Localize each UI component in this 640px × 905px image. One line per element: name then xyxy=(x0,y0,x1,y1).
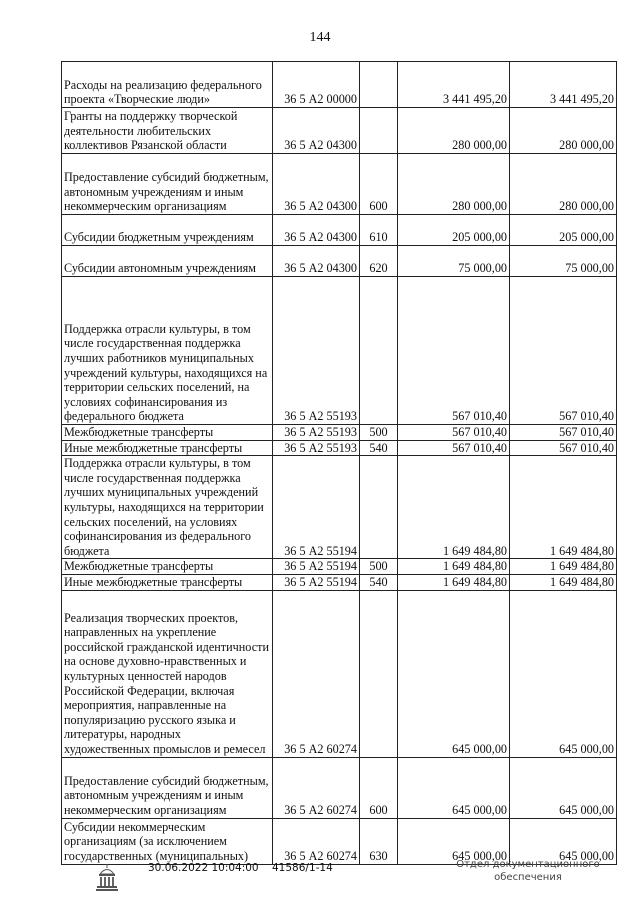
row-kind: 500 xyxy=(360,559,398,575)
row-sum-2: 1 649 484,80 xyxy=(510,456,617,559)
row-sum-2: 567 010,40 xyxy=(510,277,617,425)
row-name: Иные межбюджетные трансферты xyxy=(62,574,273,590)
table-row xyxy=(62,154,617,215)
row-name: Субсидии некоммерческим организациям (за исключением государственных (муниципальных) xyxy=(62,818,273,864)
row-sum-2: 280 000,00 xyxy=(510,154,617,215)
row-code: 36 5 А2 55194 xyxy=(273,456,360,559)
row-name: Субсидии автономным учреждениям xyxy=(62,246,273,277)
row-name: Поддержка отрасли культуры, в том числе государственная поддержка лучших работников муниципальных учреждений культуры, находящихся на территории сельских поселений, на условиях софинансирования из федерального бюджета xyxy=(62,277,273,425)
table-row xyxy=(62,574,617,590)
row-sum-1: 645 000,00 xyxy=(398,757,510,818)
stamp-line-1: Отдел документационного xyxy=(456,859,600,870)
row-code: 36 5 А2 55193 xyxy=(273,440,360,456)
table-row xyxy=(62,277,617,425)
row-kind: 620 xyxy=(360,246,398,277)
building-emblem-icon xyxy=(94,862,120,892)
row-code: 36 5 А2 60274 xyxy=(273,818,360,864)
row-sum-2: 645 000,00 xyxy=(510,757,617,818)
table-row xyxy=(62,215,617,246)
row-code: 36 5 А2 04300 xyxy=(273,215,360,246)
row-sum-1: 205 000,00 xyxy=(398,215,510,246)
table-row xyxy=(62,590,617,757)
row-sum-1: 1 649 484,80 xyxy=(398,559,510,575)
row-name: Поддержка отрасли культуры, в том числе государственная поддержка лучших муниципальных учреждений культуры, находящихся на территории сельских поселений, на условиях софинансирования из федерального бюджета xyxy=(62,456,273,559)
row-sum-1: 3 441 495,20 xyxy=(398,62,510,108)
row-kind xyxy=(360,108,398,154)
row-name: Межбюджетные трансферты xyxy=(62,559,273,575)
table-row xyxy=(62,425,617,441)
row-sum-2: 3 441 495,20 xyxy=(510,62,617,108)
row-sum-1: 567 010,40 xyxy=(398,277,510,425)
footer-registration-number: 41586/1-14 xyxy=(272,862,333,874)
row-sum-1: 645 000,00 xyxy=(398,590,510,757)
table-row xyxy=(62,757,617,818)
row-name: Гранты на поддержку творческой деятельности любительских коллективов Рязанской области xyxy=(62,108,273,154)
row-kind: 540 xyxy=(360,574,398,590)
row-name: Субсидии бюджетным учреждениям xyxy=(62,215,273,246)
row-kind xyxy=(360,62,398,108)
table-row xyxy=(62,456,617,559)
row-code: 36 5 А2 55193 xyxy=(273,425,360,441)
row-sum-1: 1 649 484,80 xyxy=(398,456,510,559)
row-sum-2: 567 010,40 xyxy=(510,440,617,456)
row-name: Реализация творческих проектов, направленных на укрепление российской гражданской идентичности на основе духовно-нравственных и культурных ценностей народов Российской Федерации, включая мероприятия, направленные на популяризацию русского языка и литературы, народных художественных промыслов и ремесел xyxy=(62,590,273,757)
row-sum-1: 1 649 484,80 xyxy=(398,574,510,590)
row-code: 36 5 А2 55194 xyxy=(273,559,360,575)
row-kind xyxy=(360,277,398,425)
row-sum-1: 280 000,00 xyxy=(398,154,510,215)
row-sum-1: 567 010,40 xyxy=(398,425,510,441)
row-name: Межбюджетные трансферты xyxy=(62,425,273,441)
row-code: 36 5 А2 60274 xyxy=(273,757,360,818)
row-kind: 600 xyxy=(360,757,398,818)
row-code: 36 5 А2 04300 xyxy=(273,154,360,215)
row-sum-2: 1 649 484,80 xyxy=(510,559,617,575)
row-name: Предоставление субсидий бюджетным, автономным учреждениям и иным некоммерческим организациям xyxy=(62,154,273,215)
row-sum-2: 1 649 484,80 xyxy=(510,574,617,590)
table-row xyxy=(62,559,617,575)
table-row xyxy=(62,246,617,277)
row-sum-1: 75 000,00 xyxy=(398,246,510,277)
row-sum-2: 645 000,00 xyxy=(510,818,617,864)
table-row xyxy=(62,440,617,456)
row-name: Расходы на реализацию федерального проекта «Творческие люди» xyxy=(62,62,273,108)
row-sum-1: 645 000,00 xyxy=(398,818,510,864)
row-code: 36 5 А2 55194 xyxy=(273,574,360,590)
row-code: 36 5 А2 60274 xyxy=(273,590,360,757)
row-sum-1: 567 010,40 xyxy=(398,440,510,456)
row-name: Иные межбюджетные трансферты xyxy=(62,440,273,456)
table-row xyxy=(62,108,617,154)
row-sum-2: 75 000,00 xyxy=(510,246,617,277)
row-sum-2: 567 010,40 xyxy=(510,425,617,441)
document-footer xyxy=(0,858,640,898)
row-kind: 500 xyxy=(360,425,398,441)
row-kind: 600 xyxy=(360,154,398,215)
row-name: Предоставление субсидий бюджетным, автономным учреждениям и иным некоммерческим организациям xyxy=(62,757,273,818)
page-number: 144 xyxy=(309,30,331,45)
row-kind: 610 xyxy=(360,215,398,246)
row-code: 36 5 А2 04300 xyxy=(273,108,360,154)
row-code: 36 5 А2 04300 xyxy=(273,246,360,277)
table-row xyxy=(62,62,617,108)
row-sum-2: 205 000,00 xyxy=(510,215,617,246)
row-code: 36 5 А2 55193 xyxy=(273,277,360,425)
stamp-line-2: обеспечения xyxy=(494,872,562,883)
row-kind: 540 xyxy=(360,440,398,456)
row-kind: 630 xyxy=(360,818,398,864)
row-kind xyxy=(360,590,398,757)
row-kind xyxy=(360,456,398,559)
budget-table xyxy=(61,61,617,865)
row-sum-2: 280 000,00 xyxy=(510,108,617,154)
row-sum-1: 280 000,00 xyxy=(398,108,510,154)
row-sum-2: 645 000,00 xyxy=(510,590,617,757)
row-code: 36 5 А2 00000 xyxy=(273,62,360,108)
footer-datetime: 30.06.2022 10:04:00 xyxy=(148,862,259,874)
department-stamp xyxy=(438,858,618,884)
